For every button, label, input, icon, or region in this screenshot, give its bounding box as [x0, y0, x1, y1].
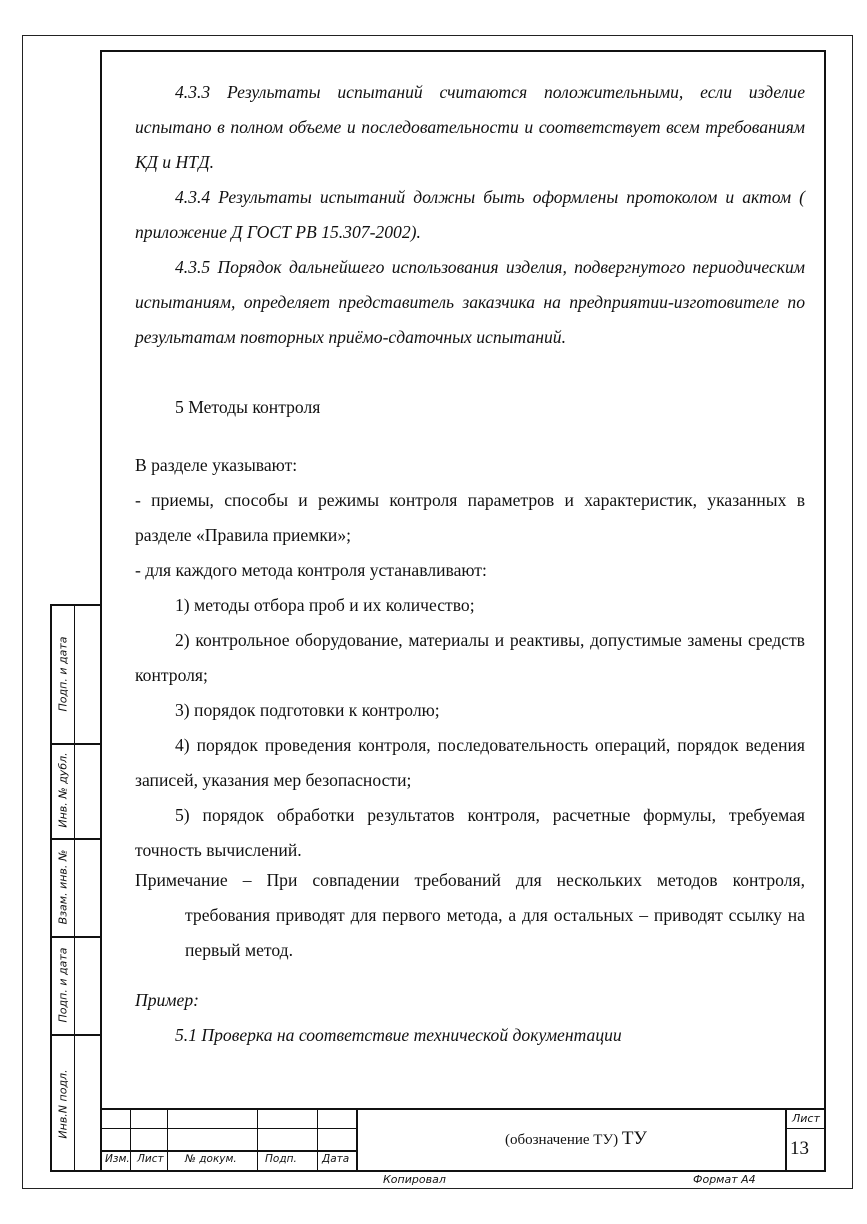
- side-stamp: [50, 604, 100, 1172]
- list-item-3: 3) порядок подготовки к контролю;: [175, 700, 440, 720]
- note-paragraph: Примечание – При совпадении требований для нескольких методов контроля, требования приводят для первого метода, а для остальных – приводят ссылку на первый метод.: [135, 870, 805, 960]
- title-block-sheet-col-label: Лист: [137, 1153, 164, 1165]
- document-designation: [505, 1128, 647, 1150]
- section-heading-5: 5 Методы контроля: [175, 397, 321, 417]
- paragraph-intro: В разделе указывают:: [135, 455, 298, 475]
- paragraph-4-3-5: 4.3.5 Порядок дальнейшего использования изделия, подвергнутого периодическим испытаниям, определяет представитель заказчика на предприятии-изготовителе по результатам повторных приёмо-сдаточных испытаний.: [135, 257, 805, 347]
- title-block-signature-label: Подп.: [265, 1153, 297, 1165]
- list-item-each-method: - для каждого метода контроля устанавливают:: [135, 560, 487, 580]
- list-item-1: 1) методы отбора проб и их количество;: [175, 595, 475, 615]
- title-block: [100, 1108, 826, 1172]
- sheet-number: 13: [790, 1138, 809, 1159]
- footer-copied: Копировал: [383, 1173, 446, 1186]
- title-block-date-label: Дата: [322, 1153, 350, 1165]
- paragraph-4-3-4: 4.3.4 Результаты испытаний должны быть оформлены протоколом и актом ( приложение Д ГОСТ РВ 15.307-2002).: [135, 187, 805, 242]
- example-label: Пример:: [135, 990, 199, 1010]
- list-item-2: 2) контрольное оборудование, материалы и реактивы, допустимые замены средств контроля;: [135, 630, 805, 685]
- side-label-replacement-inv: Взам. инв. №: [56, 849, 70, 925]
- side-label-duplicate-inv: Инв. № дубл.: [56, 752, 70, 828]
- title-block-change-label: Изм.: [105, 1153, 130, 1165]
- side-label-original-inv: Инв.N подл.: [56, 1069, 70, 1139]
- footer-format: Формат А4: [693, 1173, 756, 1186]
- title-block-docno-label: № докум.: [185, 1153, 237, 1165]
- side-label-signature-date-2: Подп. и дата: [56, 947, 70, 1023]
- designation-text: (обозначение ТУ): [505, 1132, 619, 1148]
- list-item-5: 5) порядок обработки результатов контроля, расчетные формулы, требуемая точность вычислений.: [135, 805, 805, 860]
- list-item-4: 4) порядок проведения контроля, последовательность операций, порядок ведения записей, указания мер безопасности;: [135, 735, 805, 790]
- paragraph-4-3-3: 4.3.3 Результаты испытаний считаются положительными, если изделие испытано в полном объеме и последовательности и соответствует всем требованиям КД и НТД.: [135, 82, 805, 172]
- designation-suffix: ТУ: [621, 1128, 647, 1149]
- list-item-methods: - приемы, способы и режимы контроля параметров и характеристик, указанных в разделе «Правила приемки»;: [135, 490, 805, 545]
- example-section-5-1: 5.1 Проверка на соответствие технической документации: [175, 1025, 622, 1045]
- sheet-label: Лист: [792, 1112, 820, 1125]
- side-label-signature-date: Подп. и дата: [56, 636, 70, 712]
